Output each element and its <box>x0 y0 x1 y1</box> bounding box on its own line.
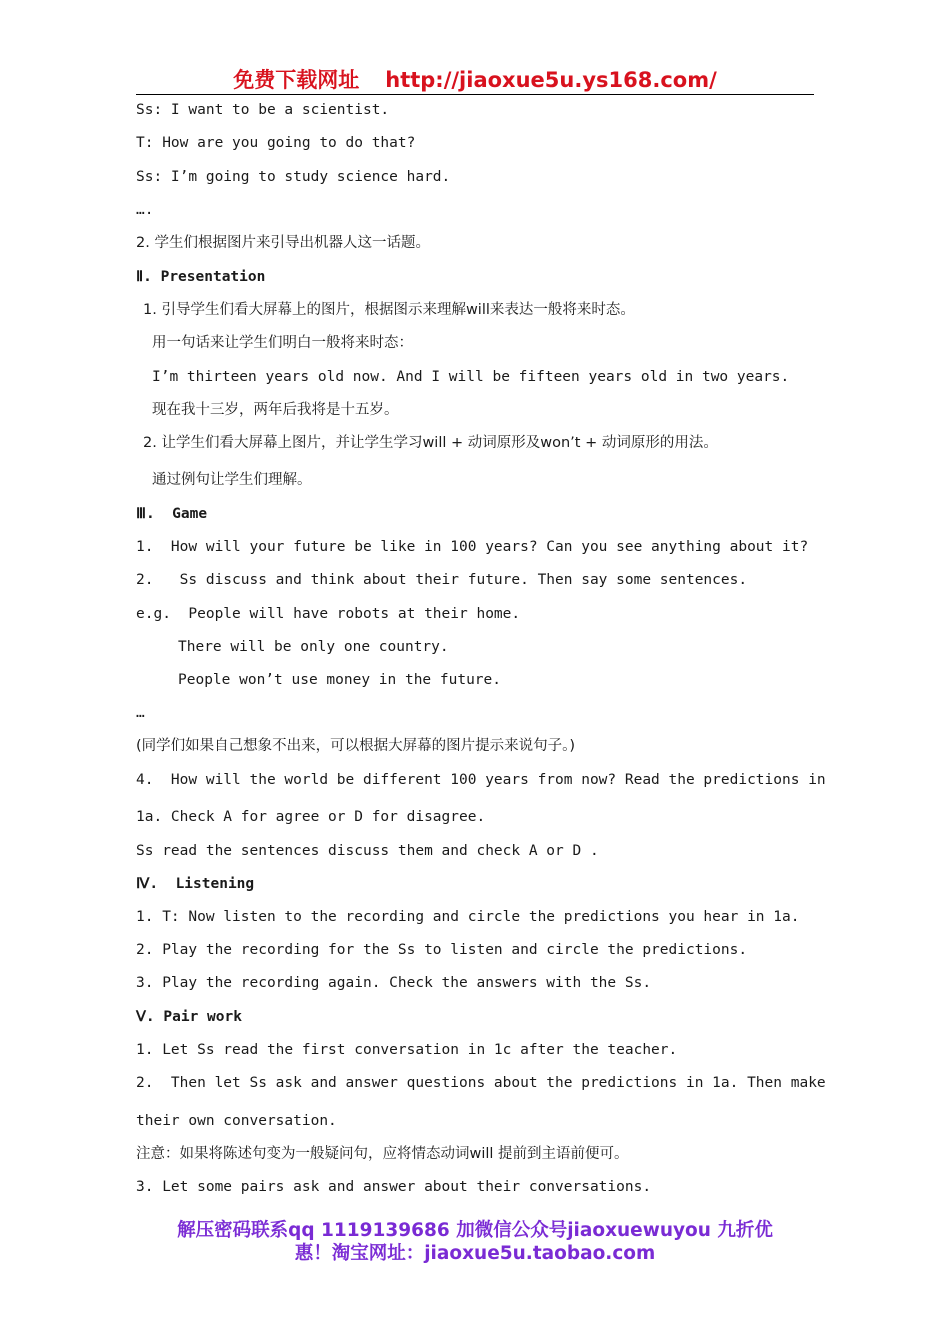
pair-work-item-3: 3. Let some pairs ask and answer about their conversations. <box>136 1179 652 1195</box>
game-item-4-cont: 1a. Check A for agree or D for disagree. <box>136 809 486 825</box>
presentation-note: 用一句话来让学生们明白一般将来时态： <box>152 335 413 351</box>
presentation-item-1: 1. 引导学生们看大屏幕上的图片，根据图示来理解will来表达一般将来时态。 <box>143 302 635 318</box>
listening-item-2: 2. Play the recording for the Ss to listen and circle the predictions. <box>136 942 748 958</box>
presentation-item-2: 2. 让学生们看大屏幕上图片，并让学生学习will + 动词原形及won’t + 动词原形的用法。 <box>143 435 718 451</box>
dialogue-line-2: T: How are you going to do that? <box>136 135 416 151</box>
presentation-note-2: 通过例句让学生们理解。 <box>152 472 312 488</box>
grammar-note: 注意：如果将陈述句变为一般疑问句，应将情态动词will 提前到主语前便可。 <box>136 1146 629 1162</box>
footer-line-1: 解压密码联系qq 1119139686 加微信公众号jiaoxuewuyou 九折优 <box>177 1220 773 1241</box>
ellipsis-1: …. <box>136 202 154 218</box>
pair-work-item-1: 1. Let Ss read the first conversation in 1c after the teacher. <box>136 1042 678 1058</box>
game-hint: (同学们如果自己想象不出来，可以根据大屏幕的图片提示来说句子。) <box>136 738 576 754</box>
game-example-3: People won’t use money in the future. <box>178 672 502 688</box>
game-item-4-action: Ss read the sentences discuss them and check A or D . <box>136 843 599 859</box>
section-heading-presentation: Ⅱ. Presentation <box>136 269 266 285</box>
listening-item-1: 1. T: Now listen to the recording and circle the predictions you hear in 1a. <box>136 909 800 925</box>
step-2-robots: 2. 学生们根据图片来引导出机器人这一话题。 <box>136 235 430 251</box>
example-sentence-cn: 现在我十三岁，两年后我将是十五岁。 <box>152 402 399 418</box>
footer-line-2[interactable]: 惠！淘宝网址：jiaoxue5u.taobao.com <box>294 1243 656 1264</box>
listening-item-3: 3. Play the recording again. Check the answers with the Ss. <box>136 975 652 991</box>
page-header <box>136 66 814 95</box>
ellipsis-2: … <box>136 705 145 721</box>
game-example-1: e.g. People will have robots at their home. <box>136 606 521 622</box>
game-item-4: 4. How will the world be different 100 years from now? Read the predictions in <box>136 772 826 788</box>
pair-work-item-2: 2. Then let Ss ask and answer questions about the predictions in 1a. Then make <box>136 1075 826 1091</box>
dialogue-line-3: Ss: I’m going to study science hard. <box>136 169 451 185</box>
game-item-1: 1. How will your future be like in 100 years? Can you see anything about it? <box>136 539 809 555</box>
header-site-label: 免费下载网址 <box>233 68 360 92</box>
pair-work-item-2-cont: their own conversation. <box>136 1113 337 1129</box>
game-example-2: There will be only one country. <box>178 639 449 655</box>
example-sentence-en: I’m thirteen years old now. And I will be fifteen years old in two years. <box>152 369 790 385</box>
section-heading-pair-work: Ⅴ. Pair work <box>136 1009 242 1025</box>
header-site-url[interactable]: http://jiaoxue5u.ys168.com/ <box>385 68 717 92</box>
game-item-2: 2. Ss discuss and think about their future. Then say some sentences. <box>136 572 748 588</box>
dialogue-line-1: Ss: I want to be a scientist. <box>136 102 390 118</box>
section-heading-listening: Ⅳ. Listening <box>136 876 255 892</box>
section-heading-game: Ⅲ. Game <box>136 506 208 522</box>
